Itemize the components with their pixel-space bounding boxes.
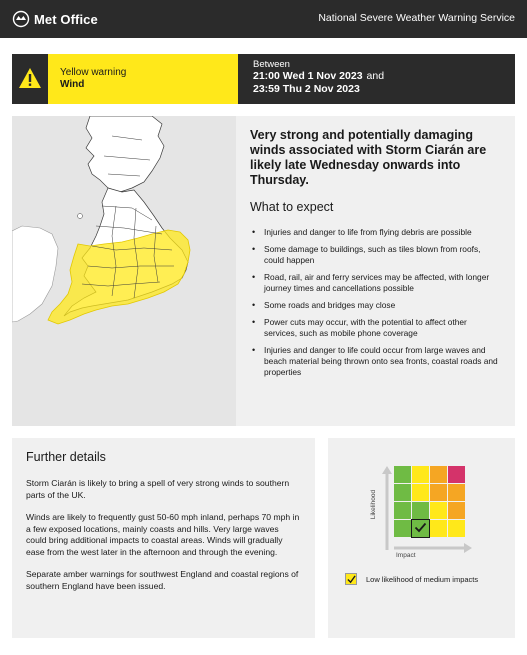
- warning-triangle-icon: [18, 67, 42, 89]
- matrix-legend-text: Low likelihood of medium impacts: [366, 575, 479, 584]
- matrix-cell: [448, 520, 465, 537]
- warning-level: Yellow warning: [60, 67, 127, 78]
- further-details-heading: Further details: [26, 450, 106, 464]
- matrix-cell: [394, 484, 411, 501]
- list-item: • Injuries and danger to life from flying debris are possible: [250, 227, 501, 238]
- warning-icon-box: [12, 54, 48, 104]
- matrix-cell: [412, 520, 429, 537]
- matrix-cell: [430, 502, 447, 519]
- matrix-cell: [448, 466, 465, 483]
- warning-level-panel: [48, 54, 238, 104]
- list-item: • Some damage to buildings, such as tiles blown from roofs, could happen: [250, 244, 501, 266]
- risk-matrix-panel: [328, 438, 515, 638]
- details-paragraph: Storm Ciarán is likely to bring a spell of very strong winds to southern parts of the UK.: [26, 478, 290, 500]
- warning-type: Wind: [60, 79, 85, 90]
- matrix-cell: [412, 502, 429, 519]
- matrix-cell: [394, 466, 411, 483]
- what-to-expect-list: [250, 227, 501, 378]
- between-label: Between: [253, 59, 290, 70]
- selected-tick-icon: [414, 521, 427, 534]
- matrix-cell: [394, 502, 411, 519]
- warning-bar: [12, 54, 515, 104]
- likelihood-axis-arrow-icon: [381, 466, 393, 550]
- uk-map-graphic: [12, 116, 236, 426]
- matrix-cell: [394, 520, 411, 537]
- scotland-landmass: [86, 116, 164, 192]
- matrix-cell: [448, 484, 465, 501]
- header-bar: [0, 0, 527, 38]
- matrix-cell: [412, 484, 429, 501]
- isle-of-man: [78, 214, 83, 219]
- brand-name: Met Office: [34, 11, 98, 27]
- matrix-cell: [430, 484, 447, 501]
- list-item: • Some roads and bridges may close: [250, 300, 501, 311]
- matrix-cell: [430, 520, 447, 537]
- matrix-cell: [448, 502, 465, 519]
- warning-area-map[interactable]: [12, 116, 236, 426]
- warning-summary-panel: [236, 116, 515, 426]
- legend-swatch: [345, 573, 357, 585]
- matrix-cell: [430, 466, 447, 483]
- ireland-landmass: [12, 226, 58, 322]
- warning-period-line-1: [253, 70, 384, 82]
- yellow-warning-area: [48, 230, 190, 324]
- details-paragraph: Separate amber warnings for southwest England and coastal regions of southern England have been issued.: [26, 569, 299, 591]
- warning-period-panel: [238, 54, 515, 104]
- further-details-panel: [12, 438, 315, 638]
- crown-logo-icon: [12, 10, 30, 28]
- impact-axis-label: Impact: [396, 552, 416, 559]
- matrix-cell: [412, 466, 429, 483]
- warning-end-time: 23:59 Thu 2 Nov 2023: [253, 83, 360, 95]
- list-item: • Injuries and danger to life could occur from large waves and beach material being thrown onto sea fronts, coastal roads and properties: [250, 345, 501, 378]
- likelihood-axis-label: Likelihood: [370, 489, 378, 520]
- met-office-logo[interactable]: [12, 10, 98, 28]
- list-item: • Power cuts may occur, with the potential to affect other services, such as mobile phone coverage: [250, 317, 501, 339]
- what-to-expect-heading: What to expect: [250, 200, 334, 214]
- list-item: • Road, rail, air and ferry services may be affected, with longer journey times and cancellations possible: [250, 272, 501, 294]
- details-paragraph: Winds are likely to frequently gust 50-60 mph inland, perhaps 70 mph in a few exposed locations, mainly coasts and hills. Very large waves could bring additional impacts to coastal areas. Winds will gradually ease from the west later in the afternoon and through the evening.: [26, 512, 300, 557]
- risk-matrix-grid: [394, 466, 466, 538]
- tick-icon: [347, 575, 356, 584]
- and-label: and: [366, 70, 385, 82]
- service-name: National Severe Weather Warning Service: [318, 12, 515, 24]
- warning-start-time: 21:00 Wed 1 Nov 2023: [253, 70, 363, 82]
- warning-headline: Very strong and potentially damaging winds associated with Storm Ciarán are likely late Wednesday onwards into Thursday.: [250, 128, 487, 187]
